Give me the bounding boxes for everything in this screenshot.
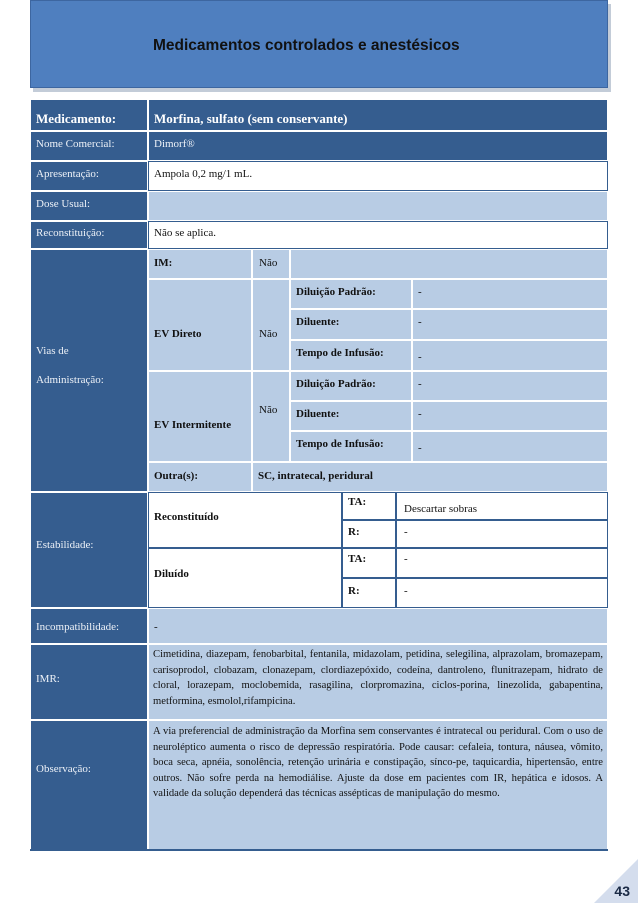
outras-label: Outra(s): bbox=[154, 470, 198, 482]
nome-comercial-label-cell bbox=[30, 131, 148, 161]
page-number: 43 bbox=[614, 883, 630, 899]
incompatibilidade-label: Incompatibilidade: bbox=[36, 621, 120, 633]
ev-direto-tempo-value: - bbox=[418, 351, 422, 363]
ev-intermitente-diluente-value: - bbox=[418, 408, 422, 420]
vias-label-line2: Administração: bbox=[36, 374, 104, 386]
diluido-ta-value-cell bbox=[396, 548, 608, 578]
diluido-r-label: R: bbox=[348, 585, 360, 597]
reconstituido-r-label-cell bbox=[342, 520, 396, 548]
ev-intermitente-tempo-value-cell bbox=[412, 431, 608, 462]
estabilidade-label-cell bbox=[30, 492, 148, 608]
diluido-r-value: - bbox=[404, 585, 408, 597]
nome-comercial-value: Dimorf® bbox=[154, 138, 195, 150]
diluido-label: Diluído bbox=[154, 568, 189, 580]
ev-intermitente-diluicao-label-cell bbox=[290, 371, 412, 401]
ev-intermitente-diluente-value-cell bbox=[412, 401, 608, 431]
im-label-cell bbox=[148, 249, 252, 279]
im-label: IM: bbox=[154, 257, 173, 269]
outras-value: SC, intratecal, peridural bbox=[258, 470, 373, 482]
ev-intermitente-label: EV Intermitente bbox=[154, 419, 232, 431]
observacao-label-cell bbox=[30, 720, 148, 850]
medicamento-value: Morfina, sulfato (sem conservante) bbox=[154, 111, 348, 126]
ev-direto-value-cell bbox=[252, 279, 290, 371]
nome-comercial-label: Nome Comercial: bbox=[36, 138, 115, 150]
ev-intermitente-tempo-label: Tempo de Infusão: bbox=[296, 438, 384, 450]
diluido-ta-label: TA: bbox=[348, 553, 367, 565]
reconstituicao-value: Não se aplica. bbox=[154, 227, 216, 239]
incompatibilidade-value-cell bbox=[148, 608, 608, 644]
reconstituido-r-value: - bbox=[404, 526, 408, 538]
ev-intermitente-diluicao-value-cell bbox=[412, 371, 608, 401]
reconstituicao-label: Reconstituição: bbox=[36, 227, 105, 239]
vias-label-cell bbox=[30, 249, 148, 492]
medicamento-label: Medicamento: bbox=[36, 111, 117, 126]
outras-label-cell bbox=[148, 462, 252, 492]
diluido-ta-label-cell bbox=[342, 548, 396, 578]
reconstituido-r-value-cell bbox=[396, 520, 608, 548]
reconstituicao-label-cell bbox=[30, 221, 148, 249]
apresentacao-value: Ampola 0,2 mg/1 mL. bbox=[154, 168, 253, 180]
medicamento-label-cell bbox=[30, 99, 148, 131]
reconstituido-label: Reconstituído bbox=[154, 511, 219, 523]
ev-direto-label: EV Direto bbox=[154, 328, 202, 340]
dose-usual-label-cell bbox=[30, 191, 148, 221]
ev-direto-tempo-label-cell bbox=[290, 340, 412, 371]
reconstituido-r-label: R: bbox=[348, 526, 360, 538]
incompatibilidade-value: - bbox=[154, 621, 158, 633]
diluido-label-cell bbox=[148, 548, 342, 608]
diluido-r-label-cell bbox=[342, 578, 396, 608]
ev-intermitente-diluente-label-cell bbox=[290, 401, 412, 431]
ev-intermitente-diluicao-value: - bbox=[418, 378, 422, 390]
outras-value-cell bbox=[252, 462, 608, 492]
ev-direto-value: Não bbox=[259, 328, 278, 340]
medicamento-value-cell bbox=[148, 99, 608, 131]
observacao-value-cell bbox=[148, 720, 608, 850]
ev-intermitente-diluente-label: Diluente: bbox=[296, 408, 340, 420]
apresentacao-label-cell bbox=[30, 161, 148, 191]
ev-intermitente-value-cell bbox=[252, 371, 290, 462]
im-empty-cell bbox=[290, 249, 608, 279]
im-value-cell bbox=[252, 249, 290, 279]
reconstituido-ta-value-cell bbox=[396, 492, 608, 520]
ev-direto-diluente-label-cell bbox=[290, 309, 412, 340]
ev-direto-diluente-label: Diluente: bbox=[296, 316, 340, 328]
apresentacao-label: Apresentação: bbox=[36, 168, 99, 180]
nome-comercial-value-cell bbox=[148, 131, 608, 161]
ev-intermitente-tempo-value: - bbox=[418, 442, 422, 454]
observacao-value: A via preferencial de administração da Morfina sem conservantes é intratecal ou peridural. Com o uso de neuroléptico aumenta o risco de depressão respiratória. Pode causar: cefaleia, tontura, náusea, vômito, boca seca, apnéia, sonolência, retenção urinária e constipação, sínco-pe, taquicardia, hipertensão, entre outros. Não sofre perda na hemodiálise. Ajuste da dose em pacientes com IR, hepática e idosos. A validade da solução dependerá das técnicas assépticas de manipulação do mesmo. bbox=[153, 726, 603, 800]
ev-direto-diluicao-label: Diluição Padrão: bbox=[296, 286, 376, 298]
ev-direto-diluicao-value: - bbox=[418, 286, 422, 298]
ev-intermitente-label-cell bbox=[148, 371, 252, 462]
ev-direto-diluicao-value-cell bbox=[412, 279, 608, 309]
ev-direto-diluente-value-cell bbox=[412, 309, 608, 340]
reconstituido-ta-value: Descartar sobras bbox=[404, 503, 477, 515]
dose-usual-value-cell bbox=[148, 191, 608, 221]
vias-label-line1: Vias de bbox=[36, 345, 69, 357]
diluido-ta-value: - bbox=[404, 553, 408, 565]
diluido-r-value-cell bbox=[396, 578, 608, 608]
ev-direto-tempo-label: Tempo de Infusão: bbox=[296, 347, 384, 359]
ev-intermitente-value: Não bbox=[259, 404, 278, 416]
incompatibilidade-label-cell bbox=[30, 608, 148, 644]
ev-intermitente-diluicao-label: Diluição Padrão: bbox=[296, 378, 376, 390]
imr-value-cell bbox=[148, 644, 608, 720]
ev-direto-tempo-value-cell bbox=[412, 340, 608, 371]
imr-label: IMR: bbox=[36, 673, 60, 685]
estabilidade-label: Estabilidade: bbox=[36, 539, 94, 551]
ev-direto-diluicao-label-cell bbox=[290, 279, 412, 309]
reconstituido-ta-label: TA: bbox=[348, 496, 367, 508]
title-banner bbox=[30, 0, 608, 88]
reconstituicao-value-cell bbox=[148, 221, 608, 249]
reconstituido-ta-label-cell bbox=[342, 492, 396, 520]
ev-direto-label-cell bbox=[148, 279, 252, 371]
table-bottom-border bbox=[30, 849, 608, 851]
page-title: Medicamentos controlados e anestésicos bbox=[153, 37, 460, 54]
apresentacao-value-cell bbox=[148, 161, 608, 191]
ev-direto-diluente-value: - bbox=[418, 316, 422, 328]
observacao-label: Observação: bbox=[36, 763, 91, 775]
imr-label-cell bbox=[30, 644, 148, 720]
im-value: Não bbox=[259, 257, 278, 269]
dose-usual-label: Dose Usual: bbox=[36, 198, 91, 210]
imr-value: Cimetidina, diazepam, fenobarbital, fentanila, midazolam, petidina, selegilina, alprazolam, bromazepam, carisoprodol, clobazam, clonazepam, clordiazepóxido, codeína, dantroleno, flunitrazepam, hidrato de cloral, lorazepam, moclobemida, rasagilina, clorpromazina, ciclos-porina, linezolida, gabapentina, metformina, esmolol,rifampicina. bbox=[153, 649, 603, 707]
reconstituido-label-cell bbox=[148, 492, 342, 548]
ev-intermitente-tempo-label-cell bbox=[290, 431, 412, 462]
